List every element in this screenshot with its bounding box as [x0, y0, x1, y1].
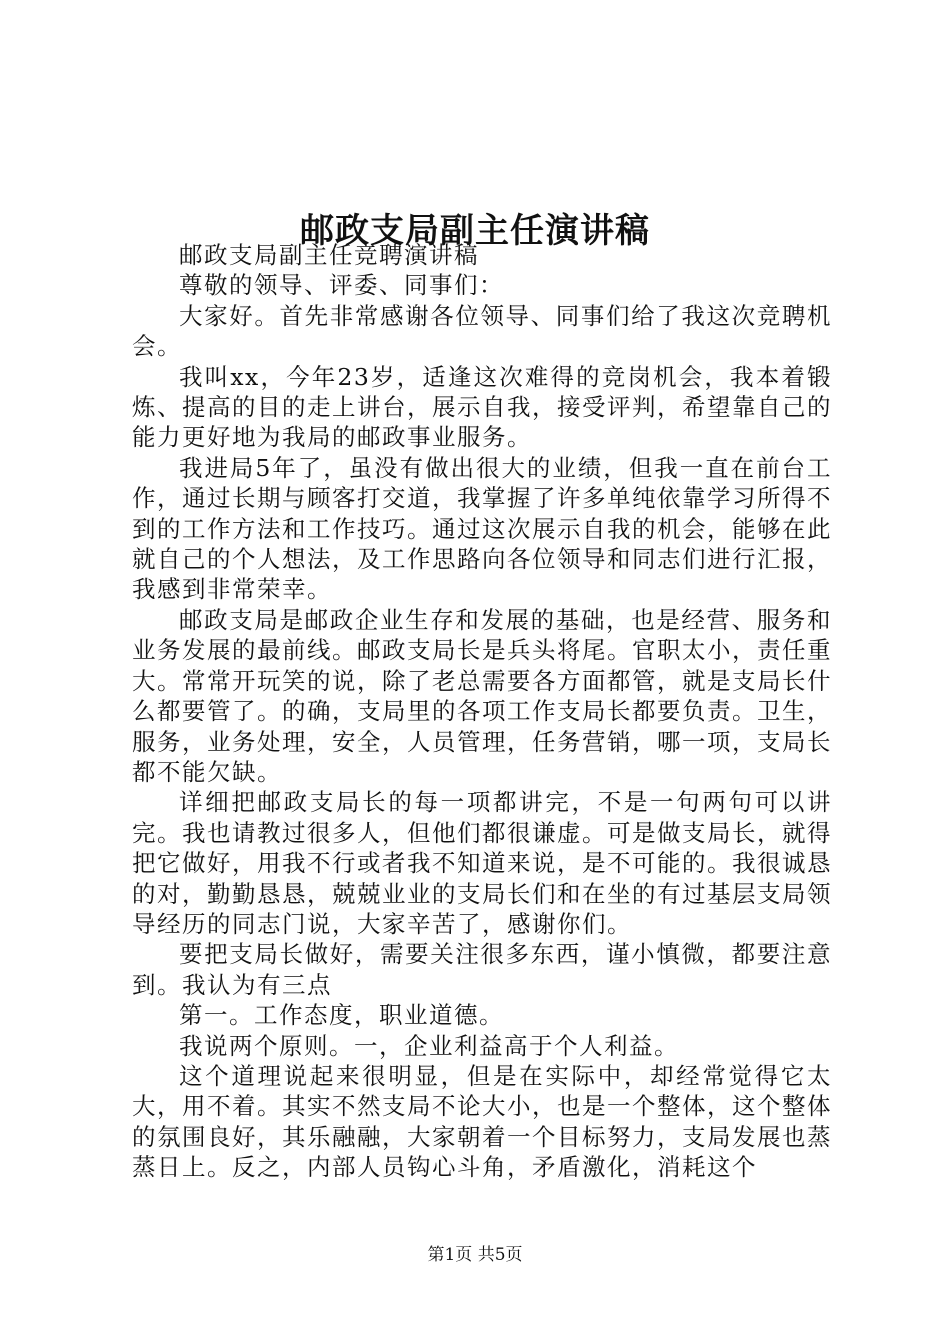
paragraph: 详细把邮政支局长的每一项都讲完，不是一句两句可以讲完。我也请教过很多人，但他们都很谦虚。可是做支局长，就得把它做好，用我不行或者我不知道来说，是不可能的。我很诚恳的对，勤勤恳恳，兢兢业业的支局长们和在坐的有过基层支局领导经历的同志门说，大家辛苦了，感谢你们。 [132, 788, 832, 938]
page-title: 邮政支局副主任演讲稿 [300, 210, 650, 251]
paragraph: 邮政支局副主任竞聘演讲稿 [179, 241, 479, 269]
paragraph: 第一。工作态度，职业道德。 [179, 1001, 504, 1030]
paragraph: 我说两个原则。一，企业利益高于个人利益。 [179, 1031, 679, 1060]
paragraph: 这个道理说起来很明显，但是在实际中，却经常觉得它太大，用不着。其实不然支局不论大小，也是一个整体，这个整体的氛围良好，其乐融融，大家朝着一个目标努力，支局发展也蒸蒸日上。反之，内部人员钩心斗角，矛盾激化，消耗这个 [132, 1061, 832, 1182]
paragraph: 尊敬的领导、评委、同事们： [179, 271, 504, 300]
page-number-footer: 第1页 共5页 [427, 1245, 523, 1265]
document-body [132, 240, 832, 1183]
paragraph: 我进局5年了，虽没有做出很大的业绩，但我一直在前台工作，通过长期与顾客打交道，我掌握了许多单纯依靠学习所得不到的工作方法和工作技巧。通过这次展示自我的机会，能够在此就自己的个人想法，及工作思路向各位领导和同志们进行汇报，我感到非常荣幸。 [132, 453, 832, 604]
paragraph: 大家好。首先非常感谢各位领导、同事们给了我这次竞聘机会。 [132, 301, 832, 361]
paragraph: 要把支局长做好，需要关注很多东西，谨小慎微，都要注意到。我认为有三点 [132, 940, 832, 999]
paragraph: 我叫xx，今年23岁，适逢这次难得的竞岗机会，我本着锻炼、提高的目的走上讲台，展示自我，接受评判，希望靠自己的能力更好地为我局的邮政事业服务。 [132, 362, 832, 452]
paragraph: 邮政支局是邮政企业生存和发展的基础，也是经营、服务和业务发展的最前线。邮政支局长是兵头将尾。官职太小，责任重大。常常开玩笑的说，除了老总需要各方面都管，就是支局长什么都要管了。的确，支局里的各项工作支局长都要负责。卫生，服务，业务处理，安全，人员管理，任务营销，哪一项，支局长都不能欠缺。 [132, 605, 832, 786]
